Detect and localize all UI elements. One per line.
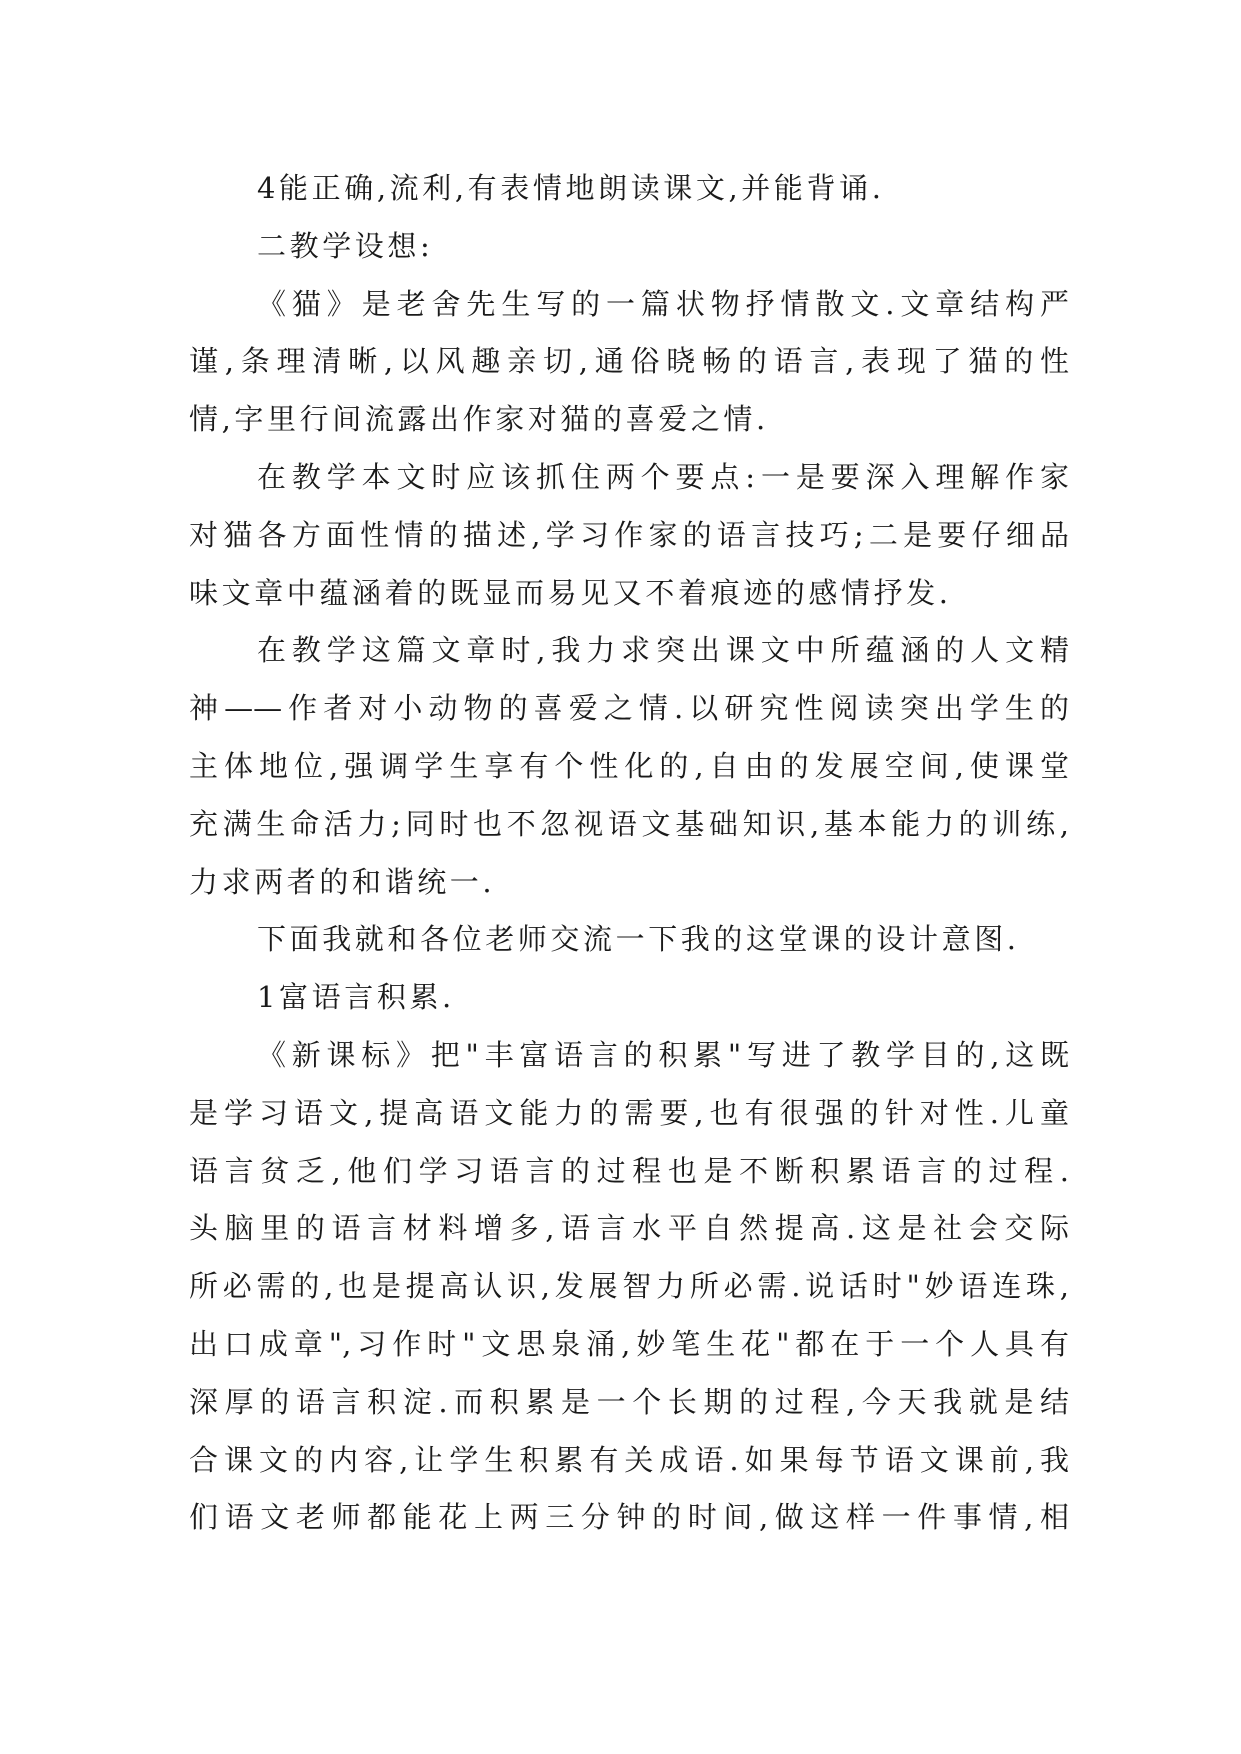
text-line: 深厚的语言积淀.而积累是一个长期的过程,今天我就是结 (189, 1384, 1069, 1419)
text-line: 情,字里行间流露出作家对猫的喜爱之情. (189, 402, 769, 437)
text-line: 在教学这篇文章时,我力求突出课文中所蕴涵的人文精 (257, 633, 1069, 668)
text-line: 4能正确,流利,有表情地朗读课文,并能背诵. (257, 171, 885, 205)
text-line: 《新课标》把"丰富语言的积累"写进了教学目的,这既 (257, 1037, 1069, 1072)
document-body (189, 160, 1069, 1547)
text-line: 对猫各方面性情的描述,学习作家的语言技巧;二是要仔细品 (189, 517, 1069, 552)
text-line: 合课文的内容,让学生积累有关成语.如果每节语文课前,我 (189, 1442, 1069, 1477)
text-line: 味文章中蕴涵着的既显而易见又不着痕迹的感情抒发. (189, 575, 952, 610)
text-line: 《猫》是老舍先生写的一篇状物抒情散文.文章结构严 (257, 286, 1069, 321)
text-line: 神——作者对小动物的喜爱之情.以研究性阅读突出学生的 (189, 691, 1069, 726)
text-line: 头脑里的语言材料增多,语言水平自然提高.这是社会交际 (189, 1211, 1069, 1246)
text-line: 下面我就和各位老师交流一下我的这堂课的设计意图. (257, 922, 1020, 957)
text-line: 语言贫乏,他们学习语言的过程也是不断积累语言的过程. (189, 1153, 1069, 1188)
text-line: 在教学本文时应该抓住两个要点:一是要深入理解作家 (257, 459, 1069, 494)
text-line: 所必需的,也是提高认识,发展智力所必需.说话时"妙语连珠, (189, 1269, 1069, 1304)
text-line: 谨,条理清晰,以风趣亲切,通俗晓畅的语言,表现了猫的性 (189, 344, 1069, 379)
text-line: 们语文老师都能花上两三分钟的时间,做这样一件事情,相 (189, 1500, 1069, 1535)
text-line: 力求两者的和谐统一. (189, 864, 496, 899)
text-line: 是学习语文,提高语文能力的需要,也有很强的针对性.儿童 (189, 1095, 1069, 1130)
text-line: 充满生命活力;同时也不忽视语文基础知识,基本能力的训练, (189, 806, 1069, 841)
section-heading: 1富语言积累. (257, 980, 455, 1015)
text-line: 出口成章",习作时"文思泉涌,妙笔生花"都在于一个人具有 (189, 1326, 1069, 1361)
text-line: 主体地位,强调学生享有个性化的,自由的发展空间,使课堂 (189, 748, 1069, 783)
section-heading: 二教学设想: (257, 228, 434, 263)
